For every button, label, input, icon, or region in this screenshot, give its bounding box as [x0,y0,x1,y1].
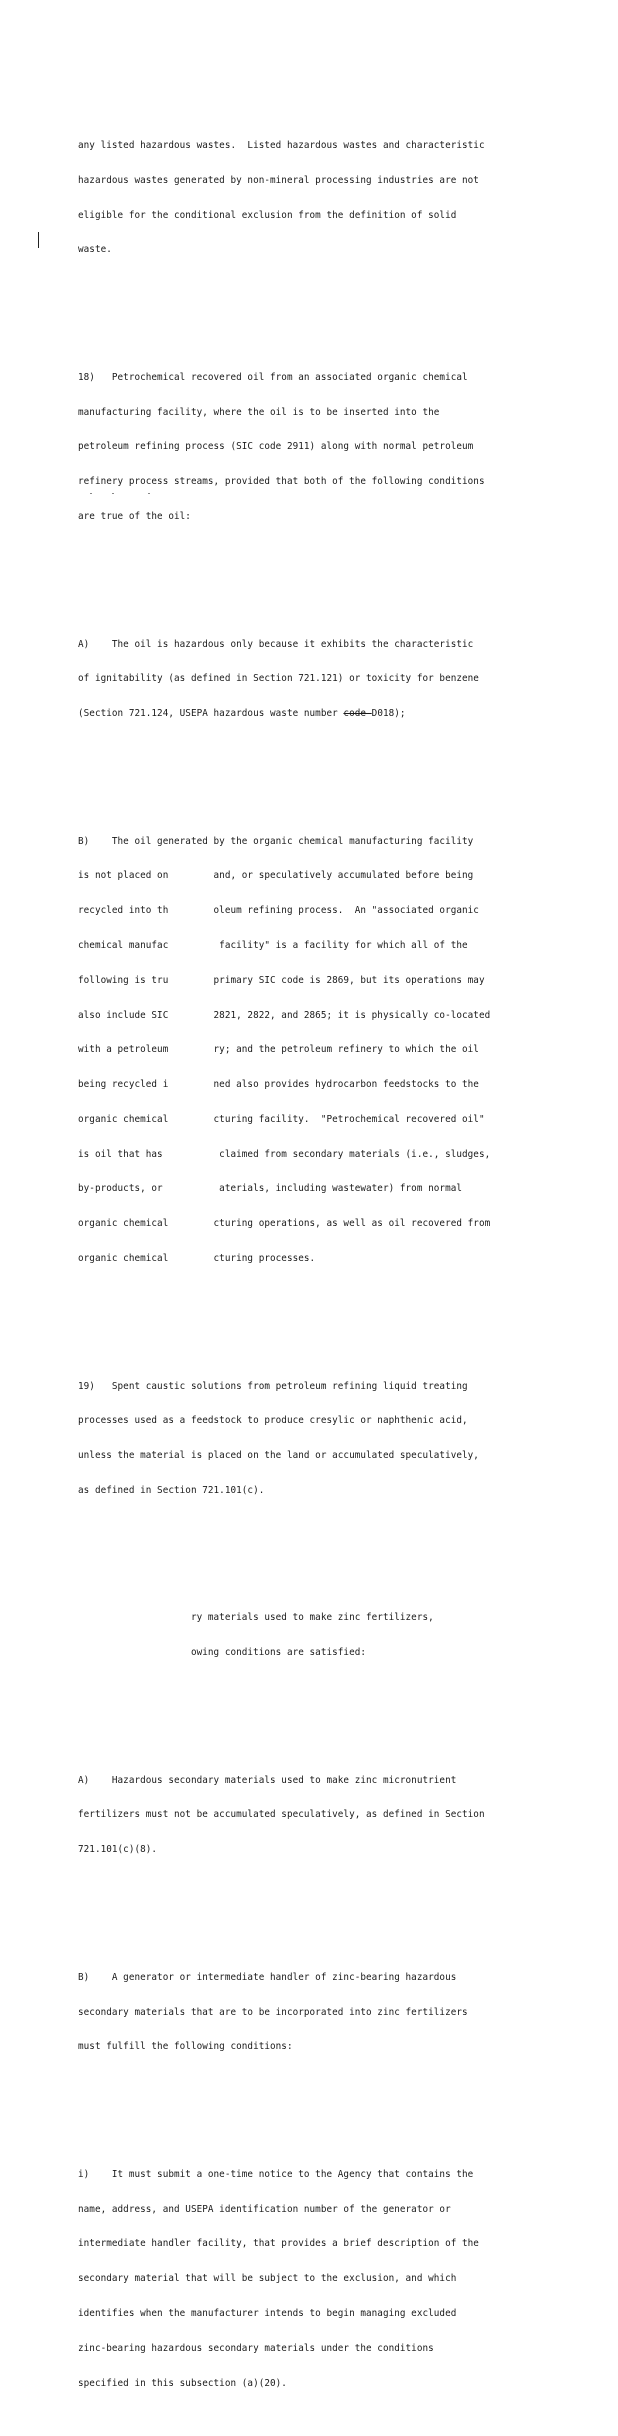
text-line [78,708,548,720]
text-line: identifies when the manufacturer intends to begin managing excluded [78,2308,457,2319]
text-line: 19) Spent caustic solutions from petroleum refining liquid treating [78,1380,468,1392]
subsection-18-b [78,812,548,1287]
subsection-20-a [78,1752,548,1880]
text-line: A) The oil is hazardous only because it exhibits the characteristic [78,638,474,650]
text-line: fertilizers must not be accumulated speculatively, as defined in Section [78,1809,485,1821]
text-line: i) It must submit a one-time notice to the Agency that contains the [78,2168,474,2180]
text-line: organic chemical cturing operations, as well as oil recovered from [78,1218,491,1230]
text-line: ry materials used to make zinc fertilizers, [78,1612,434,1624]
paragraph-14-continuation [78,117,548,279]
text-line: any listed hazardous wastes. Listed hazardous wastes and characteristic [78,139,485,151]
text-segment: (Section 721.124, USEPA hazardous waste number [78,708,344,720]
scan-speck [148,493,150,494]
text-line: following is tru primary SIC code is 2869, but its operations may [78,974,485,986]
paragraph-20 [78,1589,548,1682]
subsection-20-b [78,1949,548,2077]
text-line: processes used as a feedstock to produce cresylic or naphthenic acid, [78,1415,468,1427]
scan-speck [90,493,92,494]
text-line: hazardous wastes generated by non-mineral processing industries are not [78,174,479,186]
text-line: of ignitability (as defined in Section 721.121) or toxicity for benzene [78,673,479,685]
revision-change-bar [38,232,39,248]
text-line: petroleum refining process (SIC code 2911) along with normal petroleum [78,441,474,453]
text-line: B) A generator or intermediate handler of zinc-bearing hazardous [78,1971,457,1983]
text-line: is oil that has claimed from secondary materials (i.e., sludges, [78,1148,491,1160]
text-line: unless the material is placed on the land or accumulated speculatively, [78,1450,479,1462]
text-line: must fulfill the following conditions: [78,2041,293,2053]
paragraph-18 [78,349,548,546]
text-line: secondary materials that are to be incorporated into zinc fertilizers [78,2006,468,2018]
text-line: zinc-bearing hazardous secondary materials under the conditions [78,2342,434,2354]
text-segment: D018); [371,708,406,720]
subsection-20-b-i [78,2146,548,2413]
text-line: specified in this subsection (a)(20). [78,2377,287,2389]
text-line: refinery process streams, provided that both of the following conditions [78,476,485,488]
text-line: chemical manufac facility" is a facility for which all of the [78,939,468,951]
text-line: organic chemical cturing facility. "Petrochemical recovered oil" [78,1113,485,1125]
text-line: name, address, and USEPA identification number of the generator or [78,2203,451,2215]
text-line: being recycled i ned also provides hydrocarbon feedstocks to the [78,1079,479,1091]
text-line: with a petroleum ry; and the petroleum refinery to which the oil [78,1044,479,1056]
subsection-18-a [78,615,548,743]
text-line: A) Hazardous secondary materials used to make zinc micronutrient [78,1774,457,1786]
text-line: as defined in Section 721.101(c). [78,1484,265,1496]
text-line: eligible for the conditional exclusion from the definition of solid [78,209,457,221]
struck-text: code [343,708,372,720]
text-line: 18) Petrochemical recovered oil from an associated organic chemical [78,371,468,383]
text-line: recycled into th oleum refining process. An "associated organic [78,905,479,917]
text-line: owing conditions are satisfied: [78,1647,367,1659]
text-line: manufacturing facility, where the oil is to be inserted into the [78,406,440,418]
paragraph-19 [78,1357,548,1519]
scan-speck [112,493,114,494]
text-line: secondary material that will be subject to the exclusion, and which [78,2273,457,2285]
text-line: is not placed on and, or speculatively accumulated before being [78,870,474,882]
text-line: are true of the oil: [78,510,191,522]
text-line: intermediate handler facility, that provides a brief description of the [78,2238,479,2250]
text-line: 721.101(c)(8). [78,1844,158,1856]
text-line: also include SIC 2821, 2822, and 2865; it is physically co-located [78,1009,491,1021]
text-line: by-products, or aterials, including wastewater) from normal [78,1183,463,1195]
text-line: organic chemical cturing processes. [78,1252,316,1264]
text-line: waste. [78,244,112,256]
document-page [78,82,548,2436]
text-line: B) The oil generated by the organic chemical manufacturing facility [78,835,474,847]
